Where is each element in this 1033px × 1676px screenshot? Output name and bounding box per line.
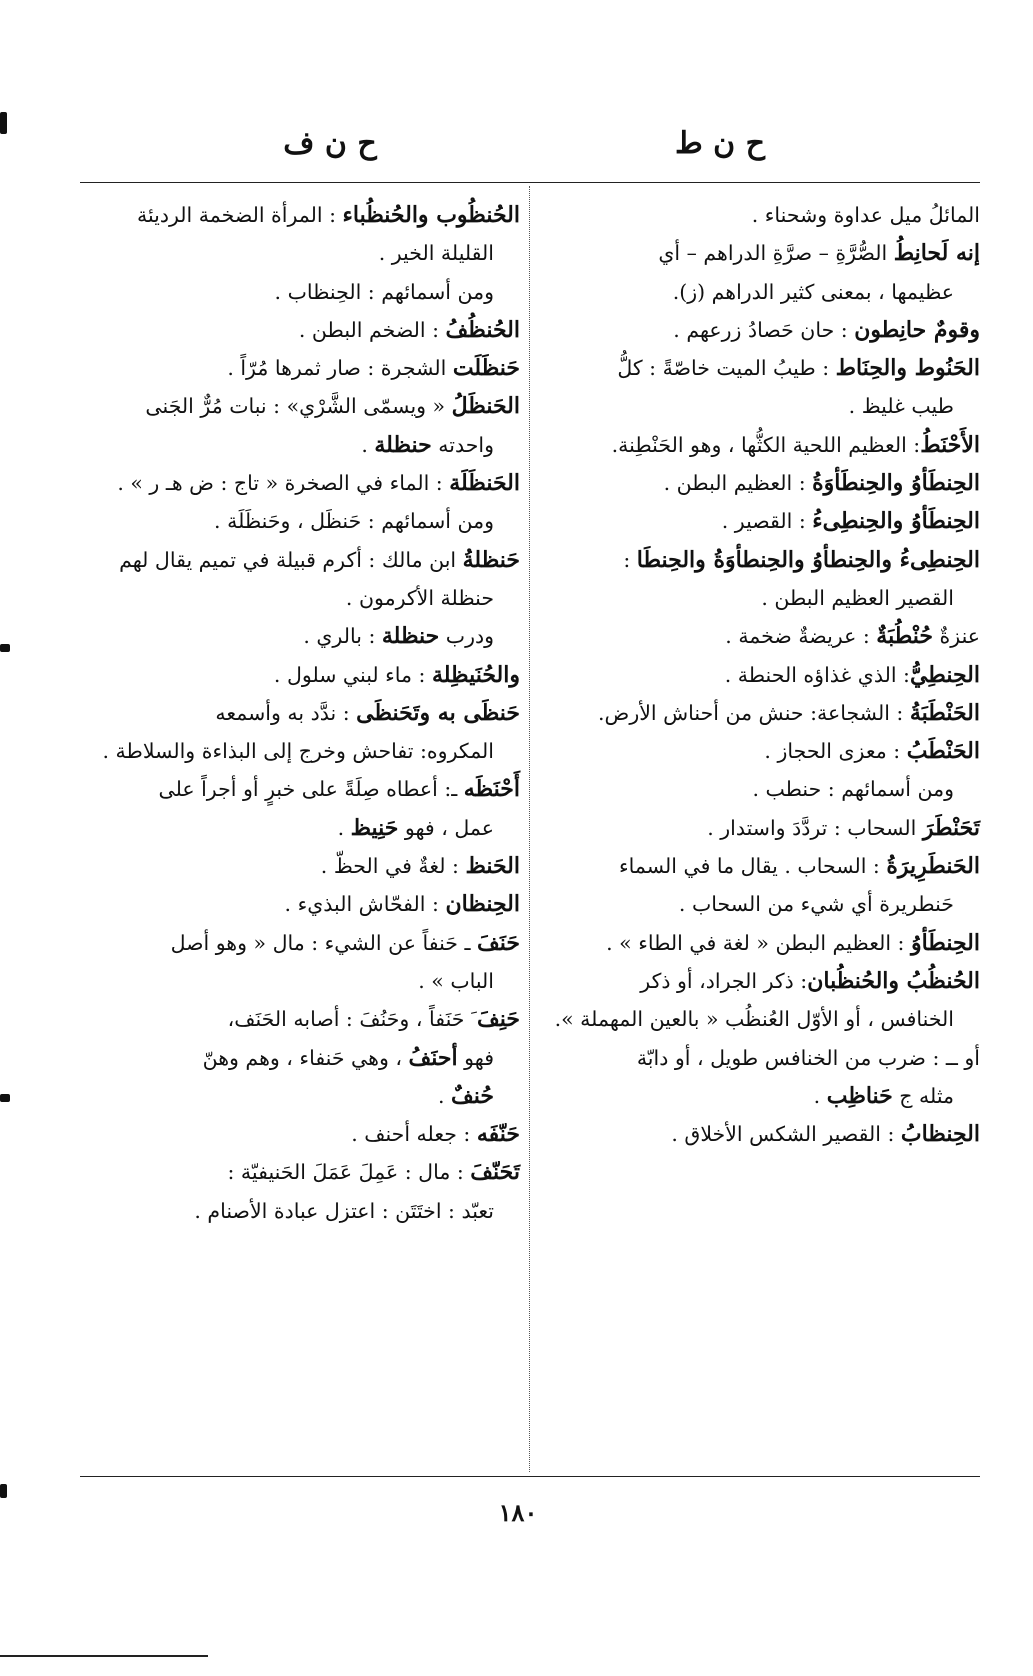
entry-text: .	[437, 1083, 451, 1108]
edge-mark	[0, 644, 10, 652]
entry-headword: الحَنْطَبَةُ	[909, 699, 980, 726]
entry-headword: أحنَفُ	[408, 1044, 458, 1071]
dictionary-entry	[84, 1000, 520, 1038]
left-column	[84, 196, 520, 1230]
dictionary-entry	[550, 694, 980, 732]
dictionary-entry	[84, 541, 520, 579]
dictionary-entry	[84, 464, 520, 502]
entry-text: .	[337, 815, 351, 840]
dictionary-entry	[84, 847, 520, 885]
entry-text: ومن أسمائهم : الحِنظاب .	[274, 279, 494, 304]
entry-headword: حنظلة	[374, 431, 432, 458]
dictionary-entry	[84, 1192, 520, 1230]
entry-text: ـ: أعطاه صِلَةً على خبرٍ أو أجراً على	[158, 777, 464, 802]
entry-text: عظيمها ، بمعنى كثير الدراهم (ز).	[672, 279, 954, 304]
entry-headword: حَنظَى به وتَحَنظَى	[356, 699, 520, 726]
dictionary-entry	[550, 541, 980, 579]
entry-text: َ حَنَفاً ، وحَنُفَ : أصابه الحَنَف،	[227, 1007, 477, 1032]
dictionary-entry	[550, 349, 980, 387]
entry-text: القليلة الخير .	[378, 241, 494, 266]
entry-headword: حُنفٌ	[450, 1082, 494, 1109]
entry-headword: حَنظَلَت	[452, 355, 520, 382]
dictionary-entry	[550, 1000, 980, 1038]
entry-text: : السحاب . يقال ما في السماء	[619, 854, 887, 879]
top-rule	[80, 182, 980, 183]
dictionary-entry	[84, 617, 520, 655]
entry-text: : الشجاعة: حنش من أحناش الأرض.	[598, 700, 910, 725]
entry-headword: وقومٌ حانِطون	[854, 316, 980, 343]
entry-headword: حُنْطُبَةٌ	[876, 623, 933, 650]
entry-headword: الحِنظان	[445, 891, 520, 918]
entry-text: : المرأة الضخمة الرديئة	[136, 203, 343, 227]
entry-headword: الحَنُوط والحِنَاط	[835, 355, 980, 382]
dictionary-entry	[550, 1039, 980, 1077]
dictionary-entry	[550, 196, 980, 234]
dictionary-entry	[550, 426, 980, 464]
dictionary-entry	[550, 502, 980, 540]
entry-headword: الحِنطَأوُ	[910, 929, 980, 956]
entry-text: حَنطريرة أي شيء من السحاب .	[678, 892, 954, 917]
entry-text: : ذكر الجراد، أو ذكر	[640, 968, 808, 993]
edge-mark	[0, 112, 7, 134]
entry-text: : مال : عَمِلَ عَمَلَ الحَنيفيّة :	[227, 1160, 471, 1185]
dictionary-entry	[550, 809, 980, 847]
entry-text: : بالري .	[303, 624, 382, 649]
entry-text: المائلُ ميل عداوة وشحناء .	[751, 203, 980, 227]
entry-text: : عريضةٌ ضخمة .	[725, 624, 877, 649]
dictionary-entry	[550, 464, 980, 502]
dictionary-entry	[550, 234, 980, 272]
entry-text: طيب غليظ .	[848, 394, 954, 419]
dictionary-entry	[550, 770, 980, 808]
entry-text: : ندَّد به وأسمعه	[215, 700, 357, 725]
dictionary-entry	[550, 962, 980, 1000]
entry-text: .	[361, 432, 375, 457]
entry-text: : الماء في الصخرة « تاج : ض هـ ر » .	[117, 471, 450, 496]
entry-headword: الحِنطِيُّ	[909, 661, 980, 688]
entry-headword: حَنِيظ	[350, 814, 399, 841]
entry-text: ومن أسمائهم : حَنظَل ، وحَنظَلَة .	[214, 509, 494, 534]
dictionary-entry	[550, 617, 980, 655]
entry-text: السحاب : تردَّدَ واستدار .	[707, 815, 923, 840]
dictionary-entry	[84, 196, 520, 234]
dictionary-entry	[84, 885, 520, 923]
dictionary-entry	[550, 732, 980, 770]
entry-text: : القصير الشكس الأخلاق .	[671, 1122, 901, 1147]
dictionary-entry	[84, 311, 520, 349]
dictionary-entry	[550, 924, 980, 962]
edge-mark	[0, 1094, 10, 1102]
entry-headword: الحَنظ	[465, 853, 520, 880]
dictionary-entry	[550, 885, 980, 923]
dictionary-entry	[84, 1077, 520, 1115]
dictionary-entry	[550, 579, 980, 617]
entry-text: الصُّرَّةِ – صرَّةِ الدراهم – أي	[658, 241, 894, 266]
entry-headword: حَناظِب	[826, 1082, 893, 1109]
entry-headword: الحُنظُبُ والحُنظُبان	[807, 967, 980, 994]
entry-text: : ماء لبني سلول .	[273, 662, 432, 687]
dictionary-entry	[84, 502, 520, 540]
right-column	[550, 196, 980, 1153]
dictionary-entry	[84, 1153, 520, 1191]
dictionary-entry	[84, 809, 520, 847]
entry-text: « ويسمّى الشَّرْي» : نبات مُرٌّ الجَنى	[145, 394, 452, 419]
entry-headword: الحِنطَأوُ والحِنطَأوَةُ	[812, 470, 980, 497]
entry-text: ودرب	[439, 624, 494, 649]
entry-headword: حَنّفَه	[476, 1121, 520, 1148]
dictionary-entry	[84, 234, 520, 272]
entry-headword: حنظلة	[381, 623, 440, 650]
entry-text: : لغةٌ في الحظّ .	[320, 854, 466, 879]
entry-text: : معزى الحجاز .	[764, 739, 907, 764]
entry-text: حنظلة الأكرمون .	[345, 585, 494, 610]
dictionary-entry	[84, 1115, 520, 1153]
entry-headword: تَحَنّفَ	[470, 1159, 520, 1186]
entry-text: الخنافس ، أو الأوّل العُنظُب « بالعين المهملة ».	[554, 1007, 954, 1032]
dictionary-entry	[84, 770, 520, 808]
bottom-rule	[80, 1476, 980, 1477]
entry-headword: حَنظلةُ	[462, 546, 520, 573]
entry-text: القصير العظيم البطن .	[761, 585, 954, 610]
entry-text: المكروه: تفاحش وخرج إلى البذاءة والسلاطة .	[102, 739, 494, 764]
entry-text: واحدته	[431, 432, 494, 457]
entry-text: ومن أسمائهم : حنطب .	[752, 777, 954, 802]
entry-headword: حَنِفَ	[476, 1006, 520, 1033]
dictionary-entry	[84, 387, 520, 425]
entry-text: :	[623, 547, 637, 572]
entry-text: تعبّد : اختَتَن : اعتزل عبادة الأصنام .	[194, 1198, 494, 1223]
entry-text: عنزةٌ	[933, 624, 980, 649]
entry-text: ، وهي حَنفاء ، وهم وهنّ	[202, 1045, 409, 1070]
entry-text: ابن مالك : أكرم قبيلة في تميم يقال لهم	[119, 547, 463, 572]
entry-text: : الذي غذاؤه الحنطة .	[724, 662, 910, 687]
entry-headword: الحِنظابُ	[900, 1121, 980, 1148]
dictionary-entry	[550, 311, 980, 349]
entry-headword: أَحْنَظَه	[463, 776, 520, 803]
entry-headword: الحُنظُفُ	[445, 316, 520, 343]
dictionary-entry	[550, 656, 980, 694]
entry-text: أو ــ : ضرب من الخنافس طويل ، أو دابّة	[636, 1045, 980, 1070]
dictionary-entry	[550, 1077, 980, 1115]
entry-text: : الفحّاش البذيء .	[284, 892, 446, 917]
entry-text: : جعله أحنف .	[351, 1122, 477, 1147]
entry-headword: الحَنْطَبُ	[906, 738, 980, 765]
entry-text: : العظيم اللحية الكثُّها ، وهو الحَنْطِنة.	[611, 432, 921, 457]
entry-text: : العظيم البطن « لغة في الطاء » .	[606, 930, 911, 955]
entry-text: فهو	[457, 1045, 494, 1070]
entry-text: الباب » .	[418, 968, 494, 993]
entry-text: ـ حَنفاً عن الشيء : مال « وهو أصل	[170, 930, 477, 955]
dictionary-entry	[84, 924, 520, 962]
entry-text: : القصير .	[721, 509, 813, 534]
entry-headword: الحِنطَأوُ والحِنطِىءُ	[812, 508, 980, 535]
dictionary-entry	[84, 656, 520, 694]
entry-text: : العظيم البطن .	[663, 471, 813, 496]
entry-text: : الضخم البطن .	[298, 317, 446, 342]
entry-headword: الحَنظَلُ	[451, 393, 520, 420]
left-column-header: ح ن ف	[283, 126, 377, 161]
footnote-rule	[0, 1655, 208, 1657]
dictionary-entry	[550, 847, 980, 885]
edge-mark	[0, 1484, 7, 1498]
entry-headword: الحِنطِىءُ والحِنطأوُ والحِنطأوَةُ والحِنطَا	[636, 546, 980, 573]
entry-headword: والحُنَيظِلة	[431, 661, 520, 688]
page-number: ١٨٠	[498, 1498, 538, 1527]
entry-headword: الحَنطَرِيرَةُ	[886, 853, 980, 880]
entry-text: عمل ، فهو	[398, 815, 494, 840]
column-divider	[529, 186, 530, 1472]
entry-headword: حَنَفَ	[476, 929, 520, 956]
dictionary-entry	[550, 273, 980, 311]
dictionary-entry	[84, 579, 520, 617]
right-column-header: ح ن ط	[674, 126, 766, 161]
entry-text: مثله ج	[892, 1083, 954, 1108]
dictionary-entry	[84, 1039, 520, 1077]
dictionary-entry	[84, 426, 520, 464]
entry-headword: الحُنظُوب والحُنظُباء	[342, 202, 520, 228]
dictionary-entry	[84, 349, 520, 387]
entry-headword: الحَنظَلَة	[449, 470, 520, 497]
dictionary-entry	[84, 694, 520, 732]
entry-headword: إنه لَحانِطُ	[893, 240, 980, 267]
entry-text: : طيبُ الميت خاصّةً : كلُّ	[617, 356, 836, 381]
entry-headword: تَحَنْطَرَ	[922, 814, 980, 841]
dictionary-entry	[84, 273, 520, 311]
dictionary-entry	[550, 387, 980, 425]
entry-text: : حان حَصادُ زرعهم .	[673, 317, 855, 342]
entry-headword: الأَحْنَطُ	[920, 431, 980, 458]
entry-text: الشجرة : صار ثمرها مُرّاً .	[227, 356, 453, 381]
dictionary-entry	[550, 1115, 980, 1153]
dictionary-entry	[84, 732, 520, 770]
dictionary-entry	[84, 962, 520, 1000]
entry-text: .	[813, 1083, 827, 1108]
